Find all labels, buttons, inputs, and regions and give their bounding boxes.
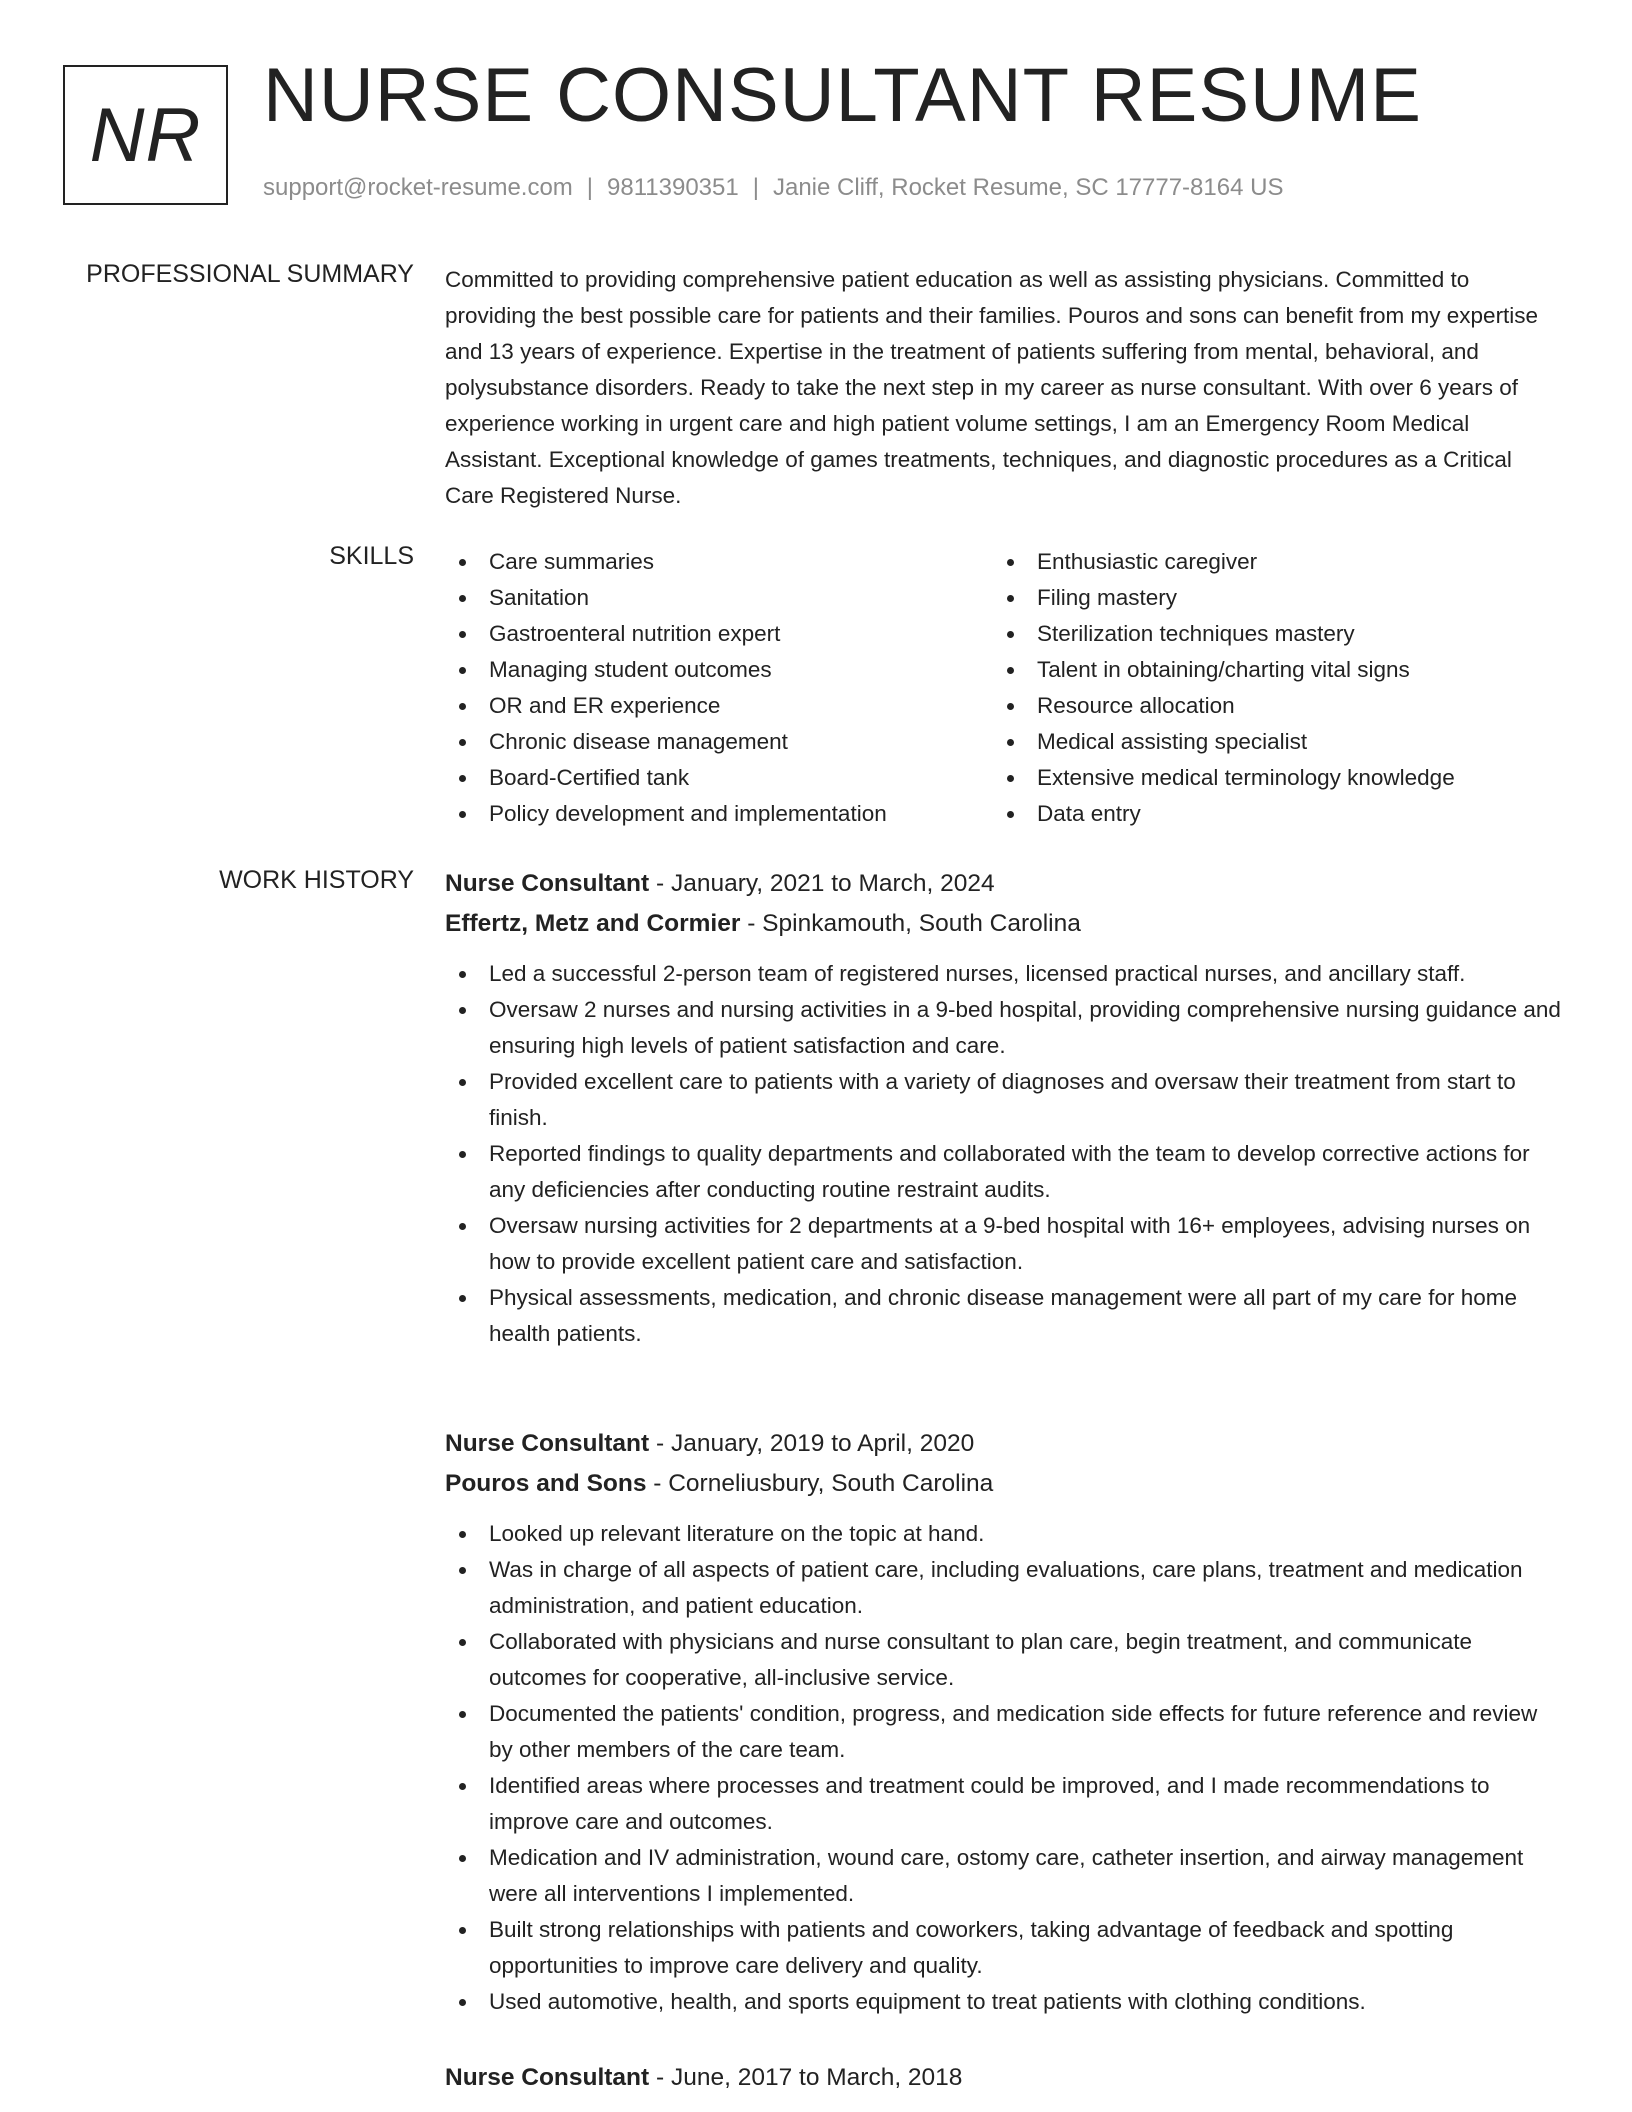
work-history-heading: WORK HISTORY bbox=[219, 866, 414, 894]
skill-item: Care summaries bbox=[445, 544, 993, 580]
job-title: Nurse Consultant bbox=[445, 2064, 650, 2091]
skill-item: Data entry bbox=[993, 796, 1541, 832]
skill-item: OR and ER experience bbox=[445, 688, 993, 724]
job-dates: - January, 2021 to March, 2024 bbox=[649, 870, 995, 897]
job-bullet: Was in charge of all aspects of patient care, including evaluations, care plans, treatment and medication administration, and patient education. bbox=[445, 1552, 1565, 1624]
contact-address: Janie Cliff, Rocket Resume, SC 17777-8164 US bbox=[772, 174, 1284, 201]
job-bullet: Looked up relevant literature on the topic at hand. bbox=[445, 1516, 1565, 1552]
job-bullet: Used automotive, health, and sports equipment to treat patients with clothing conditions. bbox=[445, 1984, 1565, 2020]
monogram-box bbox=[63, 65, 228, 205]
job-bullet-list bbox=[445, 956, 1565, 1352]
job-company: Effertz, Metz and Cormier bbox=[445, 910, 741, 937]
contact-line bbox=[263, 174, 1283, 202]
job-bullet: Led a successful 2-person team of registered nurses, licensed practical nurses, and ancillary staff. bbox=[445, 956, 1565, 992]
job-location: - Spinkamouth, South Carolina bbox=[740, 910, 1081, 937]
job-dates: - June, 2017 to March, 2018 bbox=[649, 2064, 963, 2091]
skill-item: Chronic disease management bbox=[445, 724, 993, 760]
skill-item: Resource allocation bbox=[993, 688, 1541, 724]
job-bullet: Reported findings to quality departments and collaborated with the team to develop corrective actions for any deficiencies after conducting routine restraint audits. bbox=[445, 1136, 1565, 1208]
job-bullet: Medication and IV administration, wound care, ostomy care, catheter insertion, and airway management were all interventions I implemented. bbox=[445, 1840, 1565, 1912]
job-bullet-list bbox=[445, 1516, 1565, 2020]
skill-item: Talent in obtaining/charting vital signs bbox=[993, 652, 1541, 688]
skill-item: Board-Certified tank bbox=[445, 760, 993, 796]
skill-item: Sanitation bbox=[445, 580, 993, 616]
contact-separator: | bbox=[752, 174, 759, 201]
job-location: - Corneliusbury, South Carolina bbox=[646, 1470, 994, 1497]
skills-heading: SKILLS bbox=[329, 542, 414, 570]
skill-item: Medical assisting specialist bbox=[993, 724, 1541, 760]
job-bullet: Built strong relationships with patients and coworkers, taking advantage of feedback and spotting opportunities to improve care delivery and quality. bbox=[445, 1912, 1565, 1984]
job-bullet: Oversaw 2 nurses and nursing activities in a 9-bed hospital, providing comprehensive nursing guidance and ensuring high levels of patient satisfaction and care. bbox=[445, 992, 1565, 1064]
skills-list-right bbox=[993, 544, 1541, 832]
skill-item: Gastroenteral nutrition expert bbox=[445, 616, 993, 652]
contact-phone[interactable]: 9811390351 bbox=[607, 174, 739, 201]
skills-list-left bbox=[445, 544, 993, 832]
skill-item: Sterilization techniques mastery bbox=[993, 616, 1541, 652]
job-title-line bbox=[445, 864, 1565, 904]
job-bullet: Oversaw nursing activities for 2 departments at a 9-bed hospital with 16+ employees, advising nurses on how to provide excellent patient care and satisfaction. bbox=[445, 1208, 1565, 1280]
job-title: Nurse Consultant bbox=[445, 1430, 650, 1457]
job-company: Pouros and Sons bbox=[445, 1470, 647, 1497]
job-bullet: Provided excellent care to patients with a variety of diagnoses and oversaw their treatment from start to finish. bbox=[445, 1064, 1565, 1136]
monogram-initials: NR bbox=[89, 92, 202, 178]
job-bullet: Documented the patients' condition, progress, and medication side effects for future reference and review by other members of the care team. bbox=[445, 1696, 1565, 1768]
resume-title: NURSE CONSULTANT RESUME bbox=[263, 53, 1422, 138]
job-company-line bbox=[445, 1464, 1565, 1504]
job-company-line bbox=[445, 904, 1565, 944]
skill-item: Extensive medical terminology knowledge bbox=[993, 760, 1541, 796]
job-title-line bbox=[445, 2058, 1565, 2098]
job-bullet: Identified areas where processes and treatment could be improved, and I made recommendations to improve care and outcomes. bbox=[445, 1768, 1565, 1840]
skill-item: Enthusiastic caregiver bbox=[993, 544, 1541, 580]
contact-separator: | bbox=[586, 174, 594, 201]
job-title-line bbox=[445, 1424, 1565, 1464]
job-bullet: Collaborated with physicians and nurse consultant to plan care, begin treatment, and communicate outcomes for cooperative, all-inclusive service. bbox=[445, 1624, 1565, 1696]
summary-heading: PROFESSIONAL SUMMARY bbox=[86, 260, 414, 288]
skill-item: Filing mastery bbox=[993, 580, 1541, 616]
job-title: Nurse Consultant bbox=[445, 870, 650, 897]
job-dates: - January, 2019 to April, 2020 bbox=[649, 1430, 975, 1457]
contact-email[interactable]: support@rocket-resume.com bbox=[263, 174, 573, 201]
job-bullet: Physical assessments, medication, and chronic disease management were all part of my care for home health patients. bbox=[445, 1280, 1565, 1352]
skill-item: Policy development and implementation bbox=[445, 796, 993, 832]
skill-item: Managing student outcomes bbox=[445, 652, 993, 688]
summary-text: Committed to providing comprehensive patient education as well as assisting physicians. Committed to providing the best possible care for patients and their families. Pouros and sons can benefit from my expertise and 13 years of experience. Expertise in the treatment of patients suffering from mental, behavioral, and polysubstance disorders. Ready to take the next step in my career as nurse consultant. With over 6 years of experience working in urgent care and high patient volume settings, I am an Emergency Room Medical Assistant. Exceptional knowledge of games treatments, techniques, and diagnostic procedures as a Critical Care Registered Nurse. bbox=[445, 267, 1539, 508]
